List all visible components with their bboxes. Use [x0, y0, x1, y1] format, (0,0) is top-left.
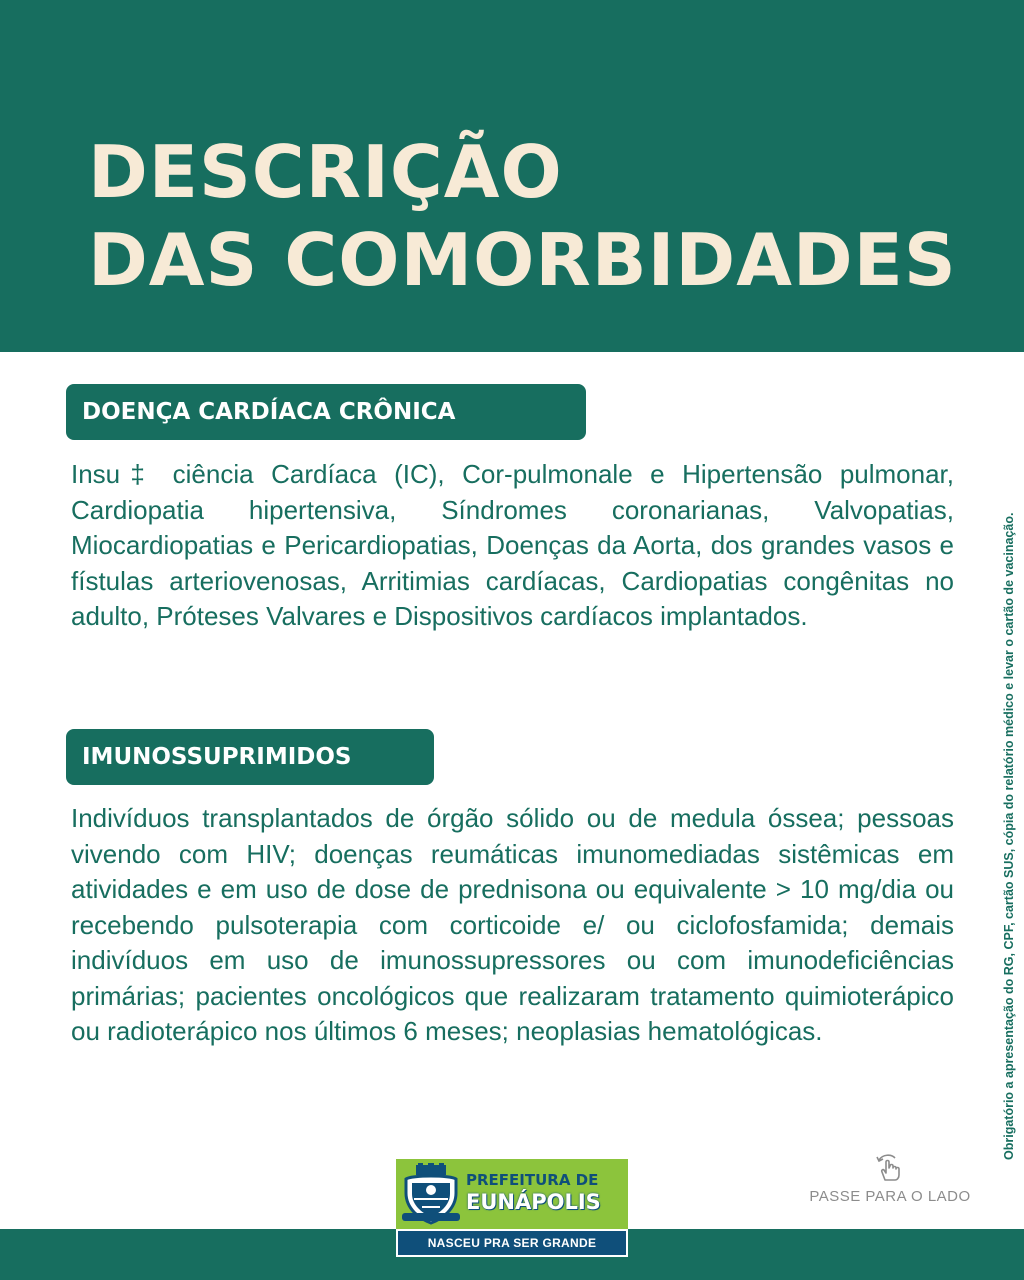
- side-note: Obrigatório a apresentação do RG, CPF, cartão SUS, cópia do relatório médico e levar o cartão de vacinação.: [1002, 512, 1016, 1160]
- section-text-heart-disease: Insu‡ ciência Cardíaca (IC), Cor-pulmonale e Hipertensão pulmonar, Cardiopatia hipertensiva, Síndromes coronarianas, Valvopatias, Miocardiopatias e Pericardiopatias, Doenças da Aorta, dos grandes vasos e fístulas arteriovenosas, Arritimias cardíacas, Cardiopatias congênitas no adulto, Próteses Valvares e Dispositivos cardíacos implantados.: [71, 459, 954, 631]
- section-label-immunosuppressed: IMUNOSSUPRIMIDOS: [66, 729, 434, 785]
- title-line-2: DAS COMORBIDADES: [88, 218, 957, 302]
- header-banner: [0, 0, 1024, 352]
- page-title: [88, 128, 957, 304]
- logo-line-2: EUNÁPOLIS: [466, 1190, 601, 1214]
- section-text-immunosuppressed: Indivíduos transplantados de órgão sólido ou de medula óssea; pessoas vivendo com HIV; doenças reumáticas imunomediadas sistêmicas em atividades e em uso de dose de prednisona ou equivalente > 10 mg/dia ou recebendo pulsoterapia com corticoide e/ ou ciclofosfamida; demais indivíduos em uso de imunossupressores ou com imunodeficiências primárias; pacientes oncológicos que realizaram tratamento quimioterápico ou radioterápico nos últimos 6 meses; neoplasias hematológicas.: [71, 803, 954, 1046]
- logo-line-1: PREFEITURA DE: [466, 1171, 599, 1189]
- swipe-label: PASSE PARA O LADO: [809, 1188, 971, 1205]
- logo-top: [396, 1159, 628, 1229]
- city-crest-icon: [402, 1163, 460, 1225]
- logo-slogan: NASCEU PRA SER GRANDE: [396, 1229, 628, 1257]
- swipe-hand-icon: [873, 1150, 907, 1184]
- section-label-heart-disease: DOENÇA CARDÍACA CRÔNICA: [66, 384, 586, 440]
- title-line-1: DESCRIÇÃO: [88, 130, 563, 214]
- prefeitura-logo: [396, 1159, 628, 1257]
- swipe-hint[interactable]: [790, 1150, 990, 1205]
